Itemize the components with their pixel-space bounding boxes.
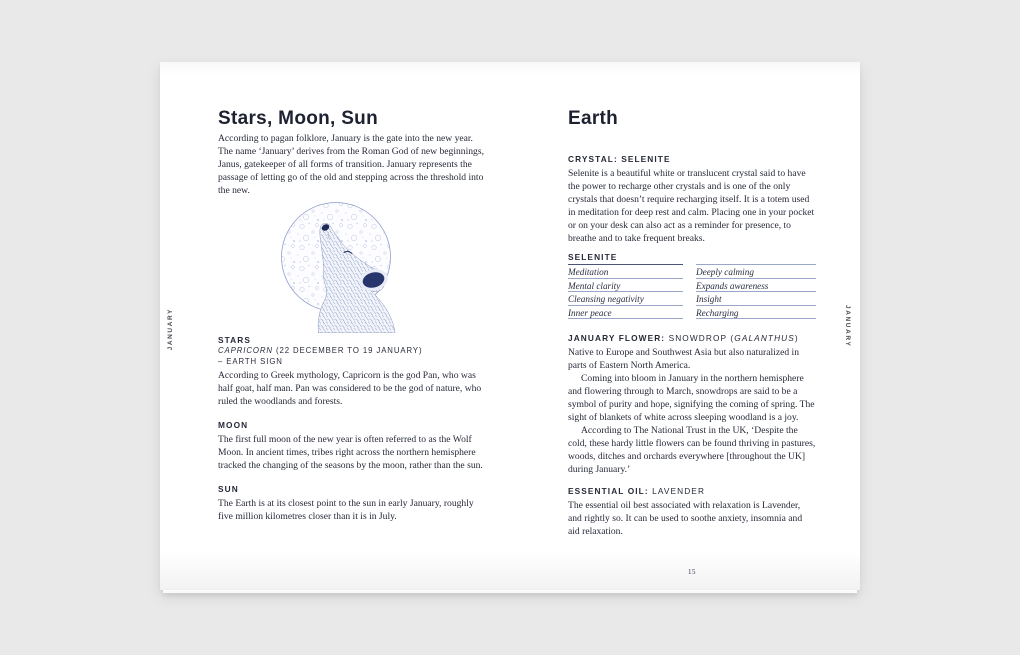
spine-label-left: JANUARY [167, 308, 174, 351]
table-cell: Meditation [568, 265, 683, 279]
table-column-right [696, 252, 816, 319]
wolf-moon-svg [272, 201, 432, 333]
stars-body: According to Greek mythology, Capricorn is the god Pan, who was half goat, half man. Pan was considered to be the god of nature, who ruled the woodlands and forests. [218, 370, 482, 407]
sun-body: The Earth is at its closest point to the sun in early January, roughly five million kilometres closer than it is in July. [218, 498, 474, 522]
book-spread [160, 62, 860, 590]
crystal-heading: CRYSTAL: SELENITE [568, 154, 671, 164]
intro-paragraph: According to pagan folklore, January is the gate into the new year. The name ‘January’ derives from the Roman God of new beginnings, Janus, gatekeeper of all forms of transition. January represents the passage of letting go of the old and stepping across the threshold into the new. [218, 133, 484, 196]
table-cell: Cleansing negativity [568, 292, 683, 306]
flower-para-1: Native to Europe and Southwest Asia but also naturalized in parts of Eastern North America. [568, 347, 799, 371]
right-page [568, 108, 816, 538]
left-page [218, 108, 486, 523]
page-title-right: Earth [568, 108, 619, 129]
moon-heading: MOON [218, 420, 249, 430]
page-title-left: Stars, Moon, Sun [218, 108, 378, 129]
oil-body: The essential oil best associated with relaxation is Lavender, and rightly so. It can be used to soothe anxiety, insomnia and aid relaxation. [568, 500, 803, 537]
selenite-properties-table [568, 252, 816, 319]
crystal-body: Selenite is a beautiful white or translucent crystal said to have the power to recharge other crystals and is one of the only crystals that doesn’t require recharging itself. It is a totem used in meditation for deep rest and calm. Placing one in your pocket or on your desk can also act as a reminder for presence, to breathe and to take frequent breaks. [568, 168, 815, 244]
wolf-moon-illustration [272, 201, 432, 333]
spine-label-right: JANUARY [844, 305, 851, 348]
stars-heading: STARS [218, 335, 252, 345]
flower-para-2: Coming into bloom in January in the northern hemisphere and flowering through to March, snowdrops are said to be a symbol of purity and hope, signifying the coming of spring. The sight of blankets of white across sleeping woodland is a joy. [568, 373, 815, 423]
stars-subheading: CAPRICORN (22 DECEMBER TO 19 JANUARY) [218, 346, 423, 355]
table-cell: Expands awareness [696, 279, 816, 293]
oil-heading: ESSENTIAL OIL: LAVENDER [568, 486, 706, 496]
moon-body: The first full moon of the new year is often referred to as the Wolf Moon. In ancient times, tribes right across the northern hemisphere tracked the changing of the seasons by the moon, rather than the sun. [218, 434, 483, 471]
table-cell: Inner peace [568, 306, 683, 320]
table-cell: Insight [696, 292, 816, 306]
table-column-left [568, 252, 683, 319]
table-cell: Mental clarity [568, 279, 683, 293]
flower-heading: JANUARY FLOWER: SNOWDROP (GALANTHUS) [568, 333, 799, 343]
table-title: SELENITE [568, 252, 683, 265]
table-cell: Deeply calming [696, 265, 816, 279]
table-cell: Recharging [696, 306, 816, 320]
table-spacer [696, 252, 816, 265]
stars-subheading-line2: – EARTH SIGN [218, 356, 283, 366]
page-number: 15 [688, 568, 696, 576]
sun-heading: SUN [218, 484, 239, 494]
flower-para-3: According to The National Trust in the UK, ‘Despite the cold, these hardy little flowers can be found thriving in pastures, woods, ditches and orchards everywhere [throughout the UK] during January.’ [568, 425, 816, 475]
